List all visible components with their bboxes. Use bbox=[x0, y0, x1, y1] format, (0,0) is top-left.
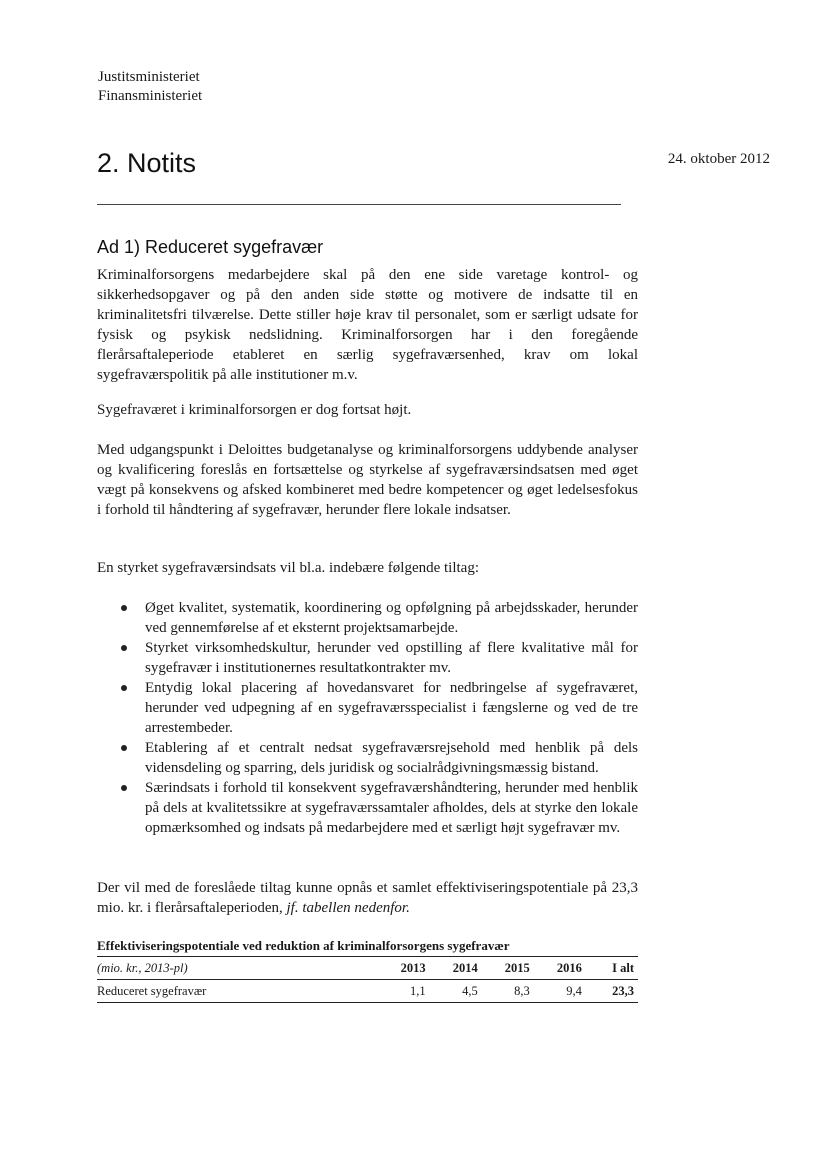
bullet-icon bbox=[121, 645, 127, 651]
document-title: 2. Notits bbox=[97, 148, 197, 178]
ministries-block bbox=[98, 68, 202, 106]
list-item-text: Øget kvalitet, systematik, koordinering og opfølgning på arbejdsskader, herunder ved gennemførelse af et eksternt projektsamarbejde. bbox=[145, 600, 638, 636]
savings-table bbox=[97, 956, 638, 1003]
ministry-name: Finansministeriet bbox=[98, 88, 203, 104]
table-cell: 8,3 bbox=[514, 983, 530, 998]
ministry-name: Justitsministeriet bbox=[98, 69, 200, 85]
closing-text: Der vil med de foreslåede tiltag kunne opnås et samlet effektiviseringspotentiale på 23,3 mio. kr. i flerårsaftaleperioden, bbox=[97, 880, 638, 916]
paragraph: Med udgangspunkt i Deloittes budgetanalyse og kriminalforsorgens uddybende analyser og kvalificering foreslås en fortsættelse og styrkelse af sygefraværsindsatsen med øget vægt på konsekvens og afsked kombineret med bedre kompetencer og øget ledelsesfokus i forhold til håndtering af sygefravær, herunder flere lokale indsatser. bbox=[97, 442, 638, 518]
savings-table-block bbox=[97, 938, 638, 1003]
list-item bbox=[97, 638, 638, 678]
paragraph: Sygefraværet i kriminalforsorgen er dog fortsat højt. bbox=[97, 402, 412, 418]
bullet-icon bbox=[121, 685, 127, 691]
list-item bbox=[97, 738, 638, 778]
closing-paragraph bbox=[97, 878, 638, 918]
table-header-row bbox=[97, 957, 638, 980]
column-header: 2014 bbox=[452, 960, 478, 975]
column-header: 2016 bbox=[556, 960, 582, 975]
list-item-text: Etablering af et centralt nedsat sygefraværsrejsehold med henblik på dels vidensdeling og sparring, dels juridisk og socialrådgivningsmæssig bistand. bbox=[145, 740, 638, 776]
row-label: Reduceret sygefravær bbox=[97, 983, 207, 998]
measures-list bbox=[97, 598, 638, 838]
column-header: 2013 bbox=[400, 960, 426, 975]
table-cell: 1,1 bbox=[409, 983, 426, 998]
column-header: I alt bbox=[612, 960, 634, 975]
list-item-text: Styrket virksomhedskultur, herunder ved opstilling af flere kvalitative mål for sygefravær i institutionernes resultatkontrakter mv. bbox=[145, 640, 638, 676]
table-title: Effektiviseringspotentiale ved reduktion af kriminalforsorgens sygefravær bbox=[97, 938, 510, 953]
list-item bbox=[97, 678, 638, 738]
table-reference: jf. tabellen nedenfor. bbox=[286, 900, 410, 916]
bullet-icon bbox=[121, 745, 127, 751]
table-cell: 4,5 bbox=[462, 983, 478, 998]
table-total-cell: 23,3 bbox=[612, 983, 634, 998]
list-item-text: Særindsats i forhold til konsekvent sygefraværshåndtering, herunder med henblik på dels at kvalitetssikre at sygefraværssamtaler afholdes, dels at styrke den lokale opmærksomhed og indsats på medarbejdere med et særligt højt sygefravær mv. bbox=[145, 780, 638, 836]
table-row bbox=[97, 980, 638, 1003]
table-unit-label: (mio. kr., 2013-pl) bbox=[97, 960, 188, 975]
paragraph: Kriminalforsorgens medarbejdere skal på den ene side varetage kontrol- og sikkerhedsopgaver og på den anden side støtte og motivere de indsatte til en kriminalitetsfri tilværelse. Dette stiller høje krav til personalet, som er særligt udsate for fysisk og psykisk nedslidning. Kriminalforsorgen har i den foregående flerårsaftaleperiode etableret en særlig sygefraværsenhed, krav om lokal sygefraværspolitik på alle institutioner m.v. bbox=[97, 267, 638, 383]
column-header: 2015 bbox=[504, 960, 530, 975]
list-item-text: Entydig lokal placering af hovedansvaret for nedbringelse af sygefraværet, herunder ved udpegning af en sygefraværsspecialist i fængslerne og ved de tre arrestembeder. bbox=[145, 680, 638, 736]
bullet-icon bbox=[121, 605, 127, 611]
paragraph: En styrket sygefraværsindsats vil bl.a. indebære følgende tiltag: bbox=[97, 560, 480, 576]
section-heading: Ad 1) Reduceret sygefravær bbox=[97, 237, 324, 257]
bullet-icon bbox=[121, 785, 127, 791]
list-item bbox=[97, 778, 638, 838]
list-item bbox=[97, 598, 638, 638]
table-cell: 9,4 bbox=[566, 983, 582, 998]
document-date: 24. oktober 2012 bbox=[667, 151, 770, 167]
title-divider bbox=[97, 204, 621, 205]
